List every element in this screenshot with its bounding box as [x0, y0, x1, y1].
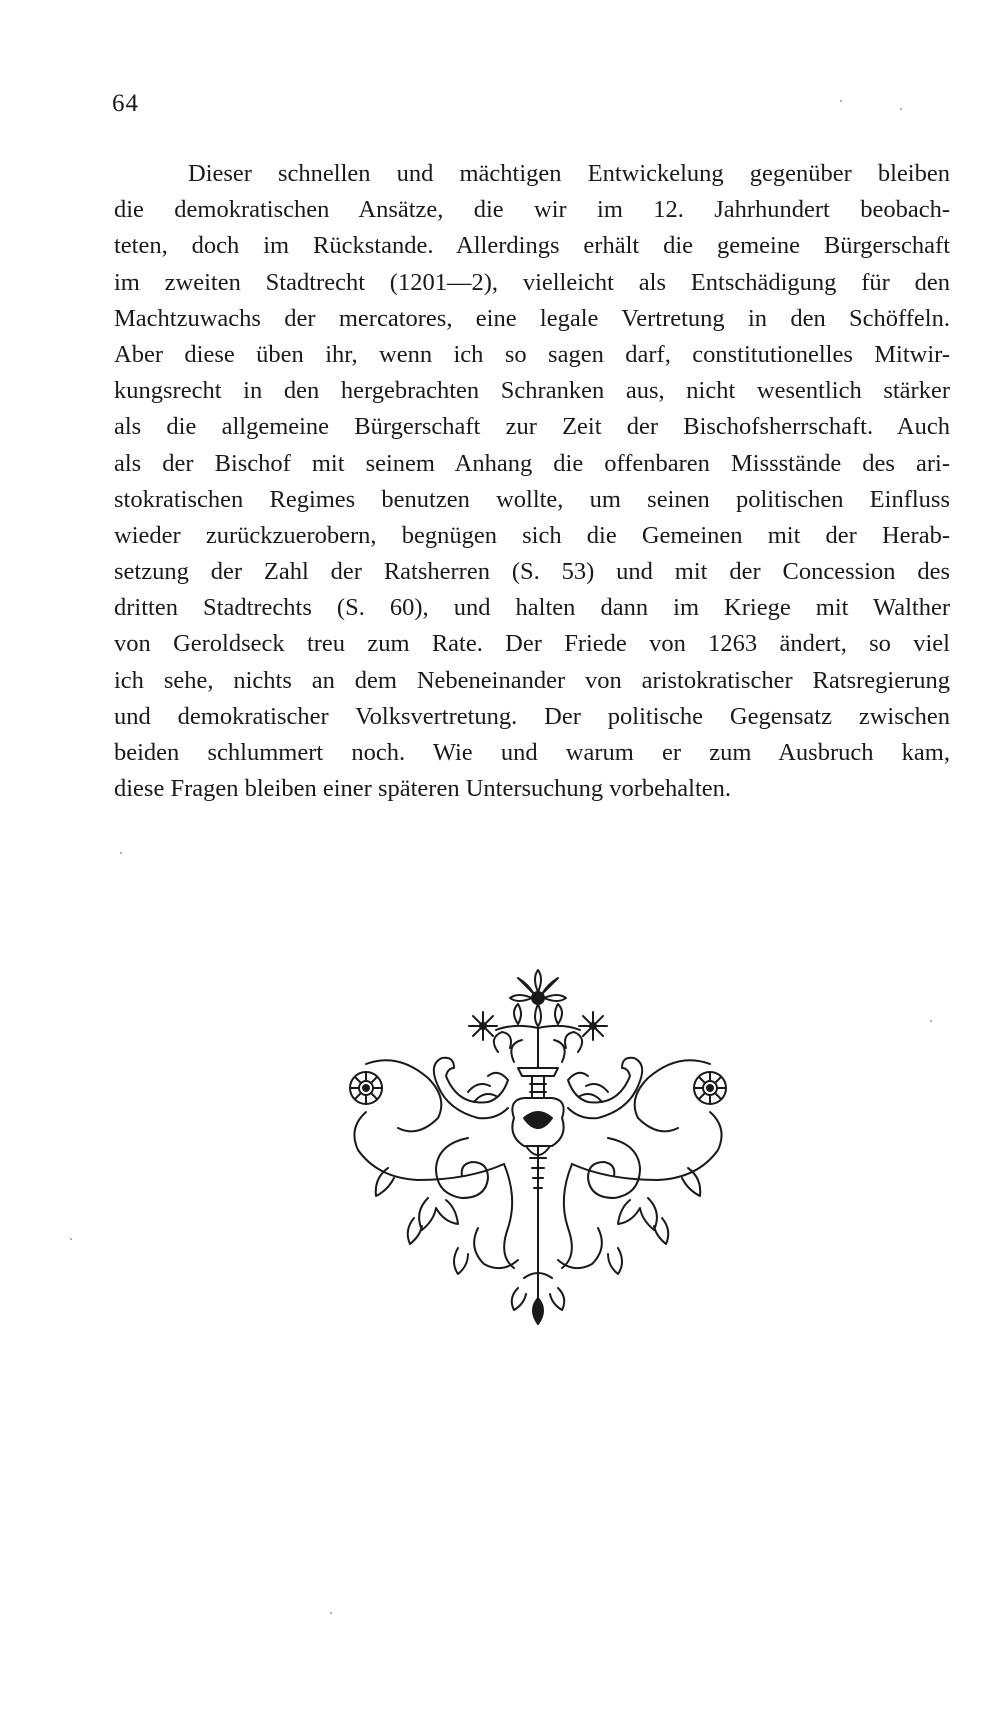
- text-line: diese Fragen bleiben einer späteren Untersuchung vorbehalten.: [114, 775, 732, 803]
- text-line: Dieser schnellen und mächtigen Entwickelung gegenüber bleiben: [188, 160, 950, 187]
- text-line: stokratischen Regimes benutzen wollte, um seinen politischen Einfluss: [114, 485, 950, 513]
- text-line: als die allgemeine Bürgerschaft zur Zeit der Bischofsherrschaft. Auch: [114, 413, 950, 441]
- text-line: von Geroldseck treu zum Rate. Der Friede von 1263 ändert, so viel: [114, 630, 950, 658]
- text-line: ich sehe, nichts an dem Nebeneinander von aristokratischer Ratsregierung: [114, 666, 950, 694]
- text-line: dritten Stadtrechts (S. 60), und halten dann im Kriege mit Walther: [114, 594, 950, 622]
- text-line: beiden schlummert noch. Wie und warum er zum Ausbruch kam,: [114, 739, 950, 766]
- text-line: teten, doch im Rückstande. Allerdings erhält die gemeine Bürgerschaft: [114, 232, 950, 260]
- page-number: 64: [112, 90, 139, 117]
- text-line: als der Bischof mit seinem Anhang die offenbaren Missstände des ari-: [114, 449, 950, 477]
- text-line: wieder zurückzuerobern, begnügen sich die Gemeinen mit der Herab-: [114, 521, 950, 549]
- floral-swan-vignette-icon: [318, 968, 758, 1328]
- text-line: die demokratischen Ansätze, die wir im 12. Jahrhundert beobach-: [114, 196, 950, 224]
- text-line: Aber diese üben ihr, wenn ich so sagen darf, constitutionelles Mitwir-: [114, 340, 950, 368]
- text-line: setzung der Zahl der Ratsherren (S. 53) und mit der Concession des: [114, 558, 950, 586]
- main-paragraph: [114, 156, 950, 807]
- text-line: Machtzuwachs der mercatores, eine legale Vertretung in den Schöffeln.: [114, 304, 950, 332]
- text-line: und demokratischer Volksvertretung. Der politische Gegensatz zwischen: [114, 702, 950, 730]
- text-line: kungsrecht in den hergebrachten Schranken aus, nicht wesentlich stärker: [114, 377, 950, 405]
- text-line: im zweiten Stadtrecht (1201—2), vielleicht als Entschädigung für den: [114, 268, 950, 296]
